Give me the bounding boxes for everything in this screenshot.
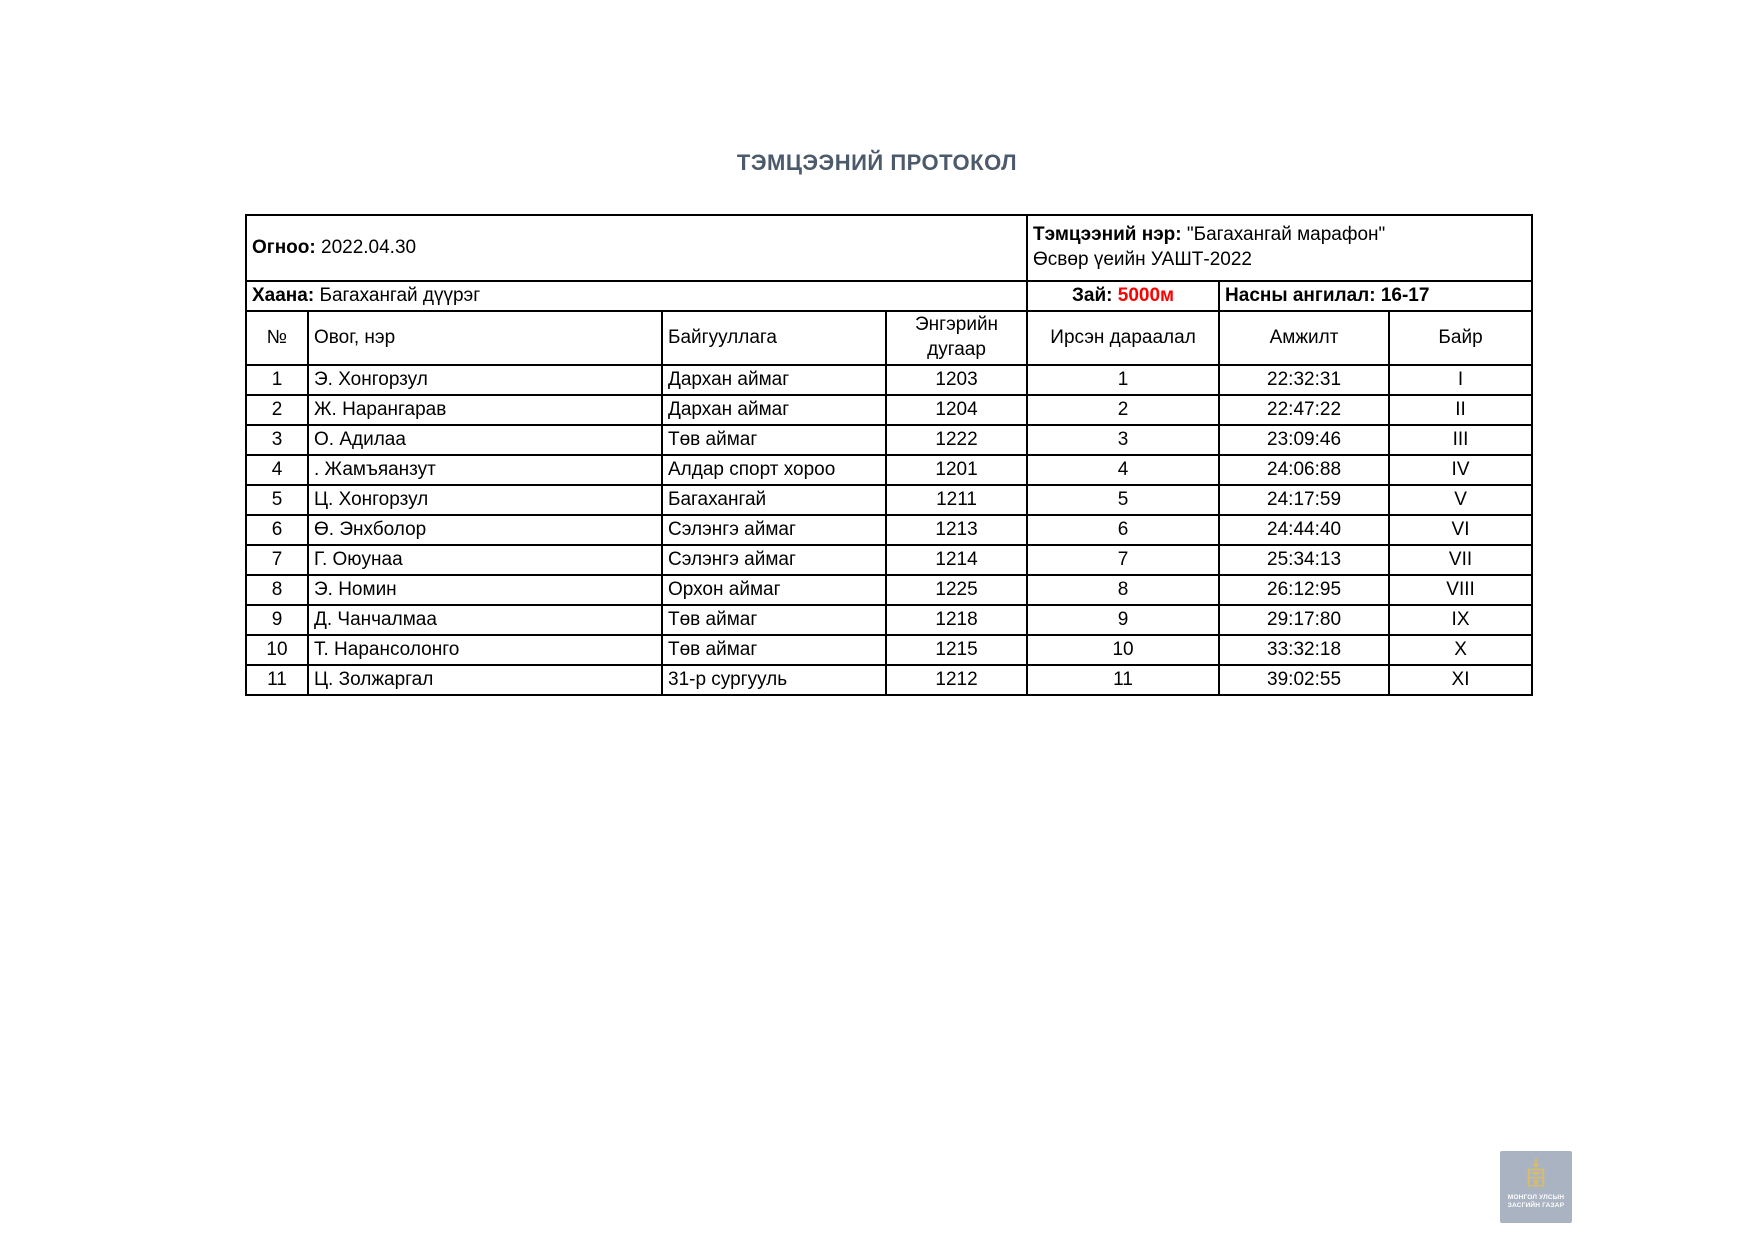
location-value: Багахангай дүүрэг bbox=[319, 284, 481, 306]
competition-name-value: "Багахангай марафон" bbox=[1186, 224, 1386, 246]
table-cell: Ц. Золжаргал bbox=[308, 665, 662, 695]
meta-row-location bbox=[246, 281, 1532, 311]
table-cell: 1218 bbox=[886, 605, 1027, 635]
table-cell: XI bbox=[1389, 665, 1532, 695]
protocol-table bbox=[245, 214, 1533, 696]
column-header-row bbox=[246, 311, 1532, 365]
distance-cell bbox=[1027, 281, 1219, 311]
table-cell: 1214 bbox=[886, 545, 1027, 575]
table-cell: 24:44:40 bbox=[1219, 515, 1389, 545]
table-cell: 24:17:59 bbox=[1219, 485, 1389, 515]
table-cell: 11 bbox=[246, 665, 308, 695]
table-cell: 11 bbox=[1027, 665, 1219, 695]
table-row bbox=[246, 365, 1532, 395]
table-cell: IV bbox=[1389, 455, 1532, 485]
table-cell: Төв аймаг bbox=[662, 425, 886, 455]
table-cell: 10 bbox=[246, 635, 308, 665]
table-cell: 6 bbox=[246, 515, 308, 545]
table-cell: 1222 bbox=[886, 425, 1027, 455]
table-cell: Алдар спорт хороо bbox=[662, 455, 886, 485]
table-cell: Багахангай bbox=[662, 485, 886, 515]
table-cell: X bbox=[1389, 635, 1532, 665]
competition-name-line2: Өсвөр үеийн УАШТ-2022 bbox=[1033, 249, 1252, 270]
table-cell: Сэлэнгэ аймаг bbox=[662, 545, 886, 575]
table-cell: Э. Хонгорзул bbox=[308, 365, 662, 395]
table-cell: Г. Оюунаа bbox=[308, 545, 662, 575]
table-row bbox=[246, 545, 1532, 575]
column-header-name: Овог, нэр bbox=[308, 311, 662, 365]
table-cell: О. Адилаа bbox=[308, 425, 662, 455]
table-cell: 1211 bbox=[886, 485, 1027, 515]
distance-value: 5000м bbox=[1117, 284, 1175, 306]
table-cell: . Жамъяанзут bbox=[308, 455, 662, 485]
table-cell: 22:32:31 bbox=[1219, 365, 1389, 395]
page-title: ТЭМЦЭЭНИЙ ПРОТОКОЛ bbox=[736, 150, 1018, 175]
column-header-organization: Байгууллага bbox=[662, 311, 886, 365]
age-category-cell bbox=[1219, 281, 1532, 311]
table-cell: Орхон аймаг bbox=[662, 575, 886, 605]
government-logo bbox=[1500, 1151, 1572, 1223]
table-row bbox=[246, 665, 1532, 695]
table-cell: Т. Нарансолонго bbox=[308, 635, 662, 665]
table-cell: 1225 bbox=[886, 575, 1027, 605]
table-cell: 7 bbox=[1027, 545, 1219, 575]
table-cell: 5 bbox=[1027, 485, 1219, 515]
table-cell: VII bbox=[1389, 545, 1532, 575]
table-cell: Э. Номин bbox=[308, 575, 662, 605]
table-cell: 1 bbox=[246, 365, 308, 395]
age-category-label: Насны ангилал: bbox=[1225, 284, 1376, 306]
table-cell: Ж. Нарангарав bbox=[308, 395, 662, 425]
table-cell: IX bbox=[1389, 605, 1532, 635]
table-cell: 33:32:18 bbox=[1219, 635, 1389, 665]
table-cell: 29:17:80 bbox=[1219, 605, 1389, 635]
meta-row-date bbox=[246, 215, 1532, 281]
date-label: Огноо: bbox=[252, 236, 316, 258]
table-row bbox=[246, 395, 1532, 425]
column-header-result: Амжилт bbox=[1219, 311, 1389, 365]
table-cell: 2 bbox=[246, 395, 308, 425]
table-cell: 7 bbox=[246, 545, 308, 575]
table-cell: 3 bbox=[246, 425, 308, 455]
government-logo-text bbox=[1508, 1194, 1565, 1210]
table-cell: 8 bbox=[246, 575, 308, 605]
table-cell: 1212 bbox=[886, 665, 1027, 695]
table-cell: Сэлэнгэ аймаг bbox=[662, 515, 886, 545]
table-cell: II bbox=[1389, 395, 1532, 425]
table-cell: 4 bbox=[1027, 455, 1219, 485]
column-header-arrival-order: Ирсэн дараалал bbox=[1027, 311, 1219, 365]
table-cell: I bbox=[1389, 365, 1532, 395]
date-cell bbox=[246, 215, 1027, 281]
table-cell: 4 bbox=[246, 455, 308, 485]
soyombo-emblem-icon bbox=[1525, 1157, 1547, 1191]
table-cell: 1203 bbox=[886, 365, 1027, 395]
table-row bbox=[246, 575, 1532, 605]
table-cell: 23:09:46 bbox=[1219, 425, 1389, 455]
table-cell: 9 bbox=[246, 605, 308, 635]
table-cell: Ц. Хонгорзул bbox=[308, 485, 662, 515]
location-label: Хаана: bbox=[252, 284, 315, 306]
table-cell: Дархан аймаг bbox=[662, 395, 886, 425]
table-cell: 5 bbox=[246, 485, 308, 515]
column-header-bib: Энгэрийн дугаар bbox=[886, 311, 1027, 365]
table-row bbox=[246, 515, 1532, 545]
table-cell: 39:02:55 bbox=[1219, 665, 1389, 695]
age-category-value: 16-17 bbox=[1380, 284, 1430, 306]
table-cell: 6 bbox=[1027, 515, 1219, 545]
competition-name-cell bbox=[1027, 215, 1532, 281]
table-row bbox=[246, 635, 1532, 665]
distance-label: Зай: bbox=[1071, 284, 1113, 306]
table-cell: Ө. Энхболор bbox=[308, 515, 662, 545]
table-cell: 8 bbox=[1027, 575, 1219, 605]
table-cell: V bbox=[1389, 485, 1532, 515]
results-body bbox=[246, 365, 1532, 695]
location-cell bbox=[246, 281, 1027, 311]
table-cell: 1 bbox=[1027, 365, 1219, 395]
government-logo-line2: ЗАСГИЙН ГАЗАР bbox=[1507, 1202, 1565, 1210]
table-cell: 1213 bbox=[886, 515, 1027, 545]
competition-name-label: Тэмцээний нэр: bbox=[1033, 224, 1182, 246]
table-cell: III bbox=[1389, 425, 1532, 455]
column-header-number: № bbox=[246, 311, 308, 365]
table-cell: 1215 bbox=[886, 635, 1027, 665]
table-row bbox=[246, 485, 1532, 515]
table-cell: Д. Чанчалмаа bbox=[308, 605, 662, 635]
table-row bbox=[246, 425, 1532, 455]
table-cell: VIII bbox=[1389, 575, 1532, 605]
date-value: 2022.04.30 bbox=[321, 236, 417, 258]
table-cell: 24:06:88 bbox=[1219, 455, 1389, 485]
table-cell: 9 bbox=[1027, 605, 1219, 635]
table-cell: 10 bbox=[1027, 635, 1219, 665]
table-cell: 26:12:95 bbox=[1219, 575, 1389, 605]
government-logo-line1: МОНГОЛ УЛСЫН bbox=[1507, 1194, 1565, 1201]
table-cell: 31-р сургууль bbox=[662, 665, 886, 695]
table-cell: 1201 bbox=[886, 455, 1027, 485]
table-cell: Төв аймаг bbox=[662, 635, 886, 665]
column-header-place: Байр bbox=[1389, 311, 1532, 365]
table-row bbox=[246, 605, 1532, 635]
table-cell: 2 bbox=[1027, 395, 1219, 425]
table-row bbox=[246, 455, 1532, 485]
table-cell: Төв аймаг bbox=[662, 605, 886, 635]
table-cell: 25:34:13 bbox=[1219, 545, 1389, 575]
table-cell: 22:47:22 bbox=[1219, 395, 1389, 425]
table-cell: Дархан аймаг bbox=[662, 365, 886, 395]
table-cell: 1204 bbox=[886, 395, 1027, 425]
table-cell: VI bbox=[1389, 515, 1532, 545]
table-cell: 3 bbox=[1027, 425, 1219, 455]
